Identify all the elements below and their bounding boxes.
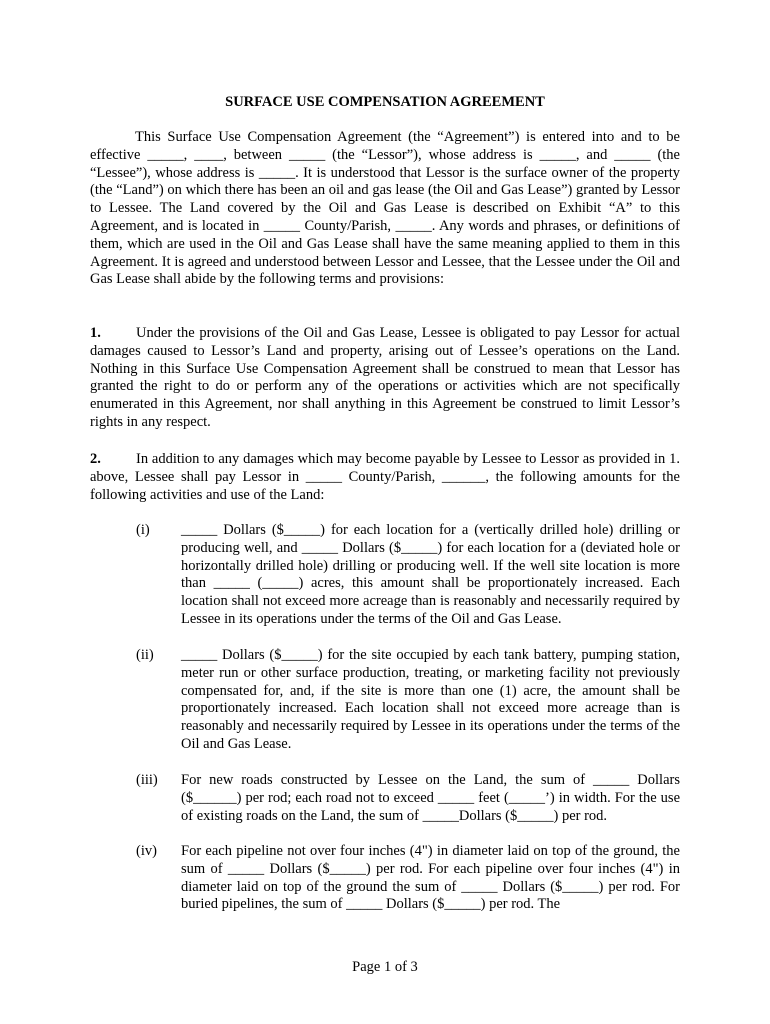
item-iii-label: (iii)	[136, 772, 158, 788]
section-2-number: 2.	[90, 451, 101, 467]
section-2-text: In addition to any damages which may become payable by Lessee to Lessor as provided in 1. above, Lessee shall pay Lessor in _____ County/Parish, ______, the following amounts for the following activities and use of the Land:	[90, 451, 680, 503]
section-1-text: Under the provisions of the Oil and Gas Lease, Lessee is obligated to pay Lessor for actual damages caused to Lessor’s Land and property, arising out of Lessee’s operations on the Land. Nothing in this Surface Use Compensation Agreement shall be construed to mean that Lessor has granted the right to do or perform any of the operations or activities which are not specifically enumerated in this Agreement, nor shall anything in this Agreement be construed to limit Lessor’s rights in any respect.	[90, 325, 680, 430]
item-i-label: (i)	[136, 522, 150, 538]
item-iii-text: For new roads constructed by Lessee on the Land, the sum of _____ Dollars ($______) per rod; each road not to exceed _____ feet (_____’) in width. For the use of existing roads on the Land, the sum of _____Dollars ($_____) per rod.	[181, 772, 680, 824]
item-iv-label: (iv)	[136, 843, 157, 859]
section-2	[90, 451, 680, 504]
page-number: Page 1 of 3	[352, 959, 418, 975]
item-i-text: _____ Dollars ($_____) for each location for a (vertically drilled hole) drilling or producing well, and _____ Dollars ($_____) for each location for a (deviated hole or horizontally drilled hole) drilling or producing well. If the well site location is more than _____ (_____) acres, this amount shall be proportionately increased. Each location shall not exceed more acreage than is reasonably and necessarily required by Lessee in its operations under the terms of the Oil and Gas Lease.	[181, 522, 680, 627]
section-1-number: 1.	[90, 325, 101, 341]
item-iv-text: For each pipeline not over four inches (4") in diameter laid on top of the ground, the sum of _____ Dollars ($_____) per rod. For each pipeline over four inches (4") in diameter laid on top of the ground the sum of _____ Dollars ($_____) per rod. For buried pipelines, the sum of _____ Dollars ($_____) per rod. The	[181, 843, 680, 913]
intro-paragraph: This Surface Use Compensation Agreement (the “Agreement”) is entered into and to be effective _____, ____, between _____ (the “Lessor”), whose address is _____, and _____ (the “Lessee”), whose address is _____. It is understood that Lessor is the surface owner of the property (the “Land”) on which there has been an oil and gas lease (the Oil and Gas Lease”) granted by Lessor to Lessee. The Land covered by the Oil and Gas Lease is described on Exhibit “A” to this Agreement, and is located in _____ County/Parish, _____. Any words and phrases, or definitions of them, which are used in the Oil and Gas Lease shall have the same meaning applied to them in this Agreement. It is agreed and understood between Lessor and Lessee, that the Lessee under the Oil and Gas Lease shall abide by the following terms and provisions:	[90, 129, 680, 288]
section-1	[90, 325, 680, 432]
item-ii-label: (ii)	[136, 647, 154, 663]
item-i	[136, 522, 680, 629]
item-iv	[136, 843, 680, 914]
item-ii-text: _____ Dollars ($_____) for the site occupied by each tank battery, pumping station, meter run or other surface production, treating, or marketing facility not previously compensated for, and, if the site is more than one (1) acre, the amount shall be proportionately increased. Each location shall not exceed more acreage than is reasonably and necessarily required by Lessee in its operations under the terms of the Oil and Gas Lease.	[181, 647, 680, 752]
item-iii	[136, 772, 680, 825]
item-ii	[136, 647, 680, 754]
document-title: SURFACE USE COMPENSATION AGREEMENT	[225, 94, 545, 110]
